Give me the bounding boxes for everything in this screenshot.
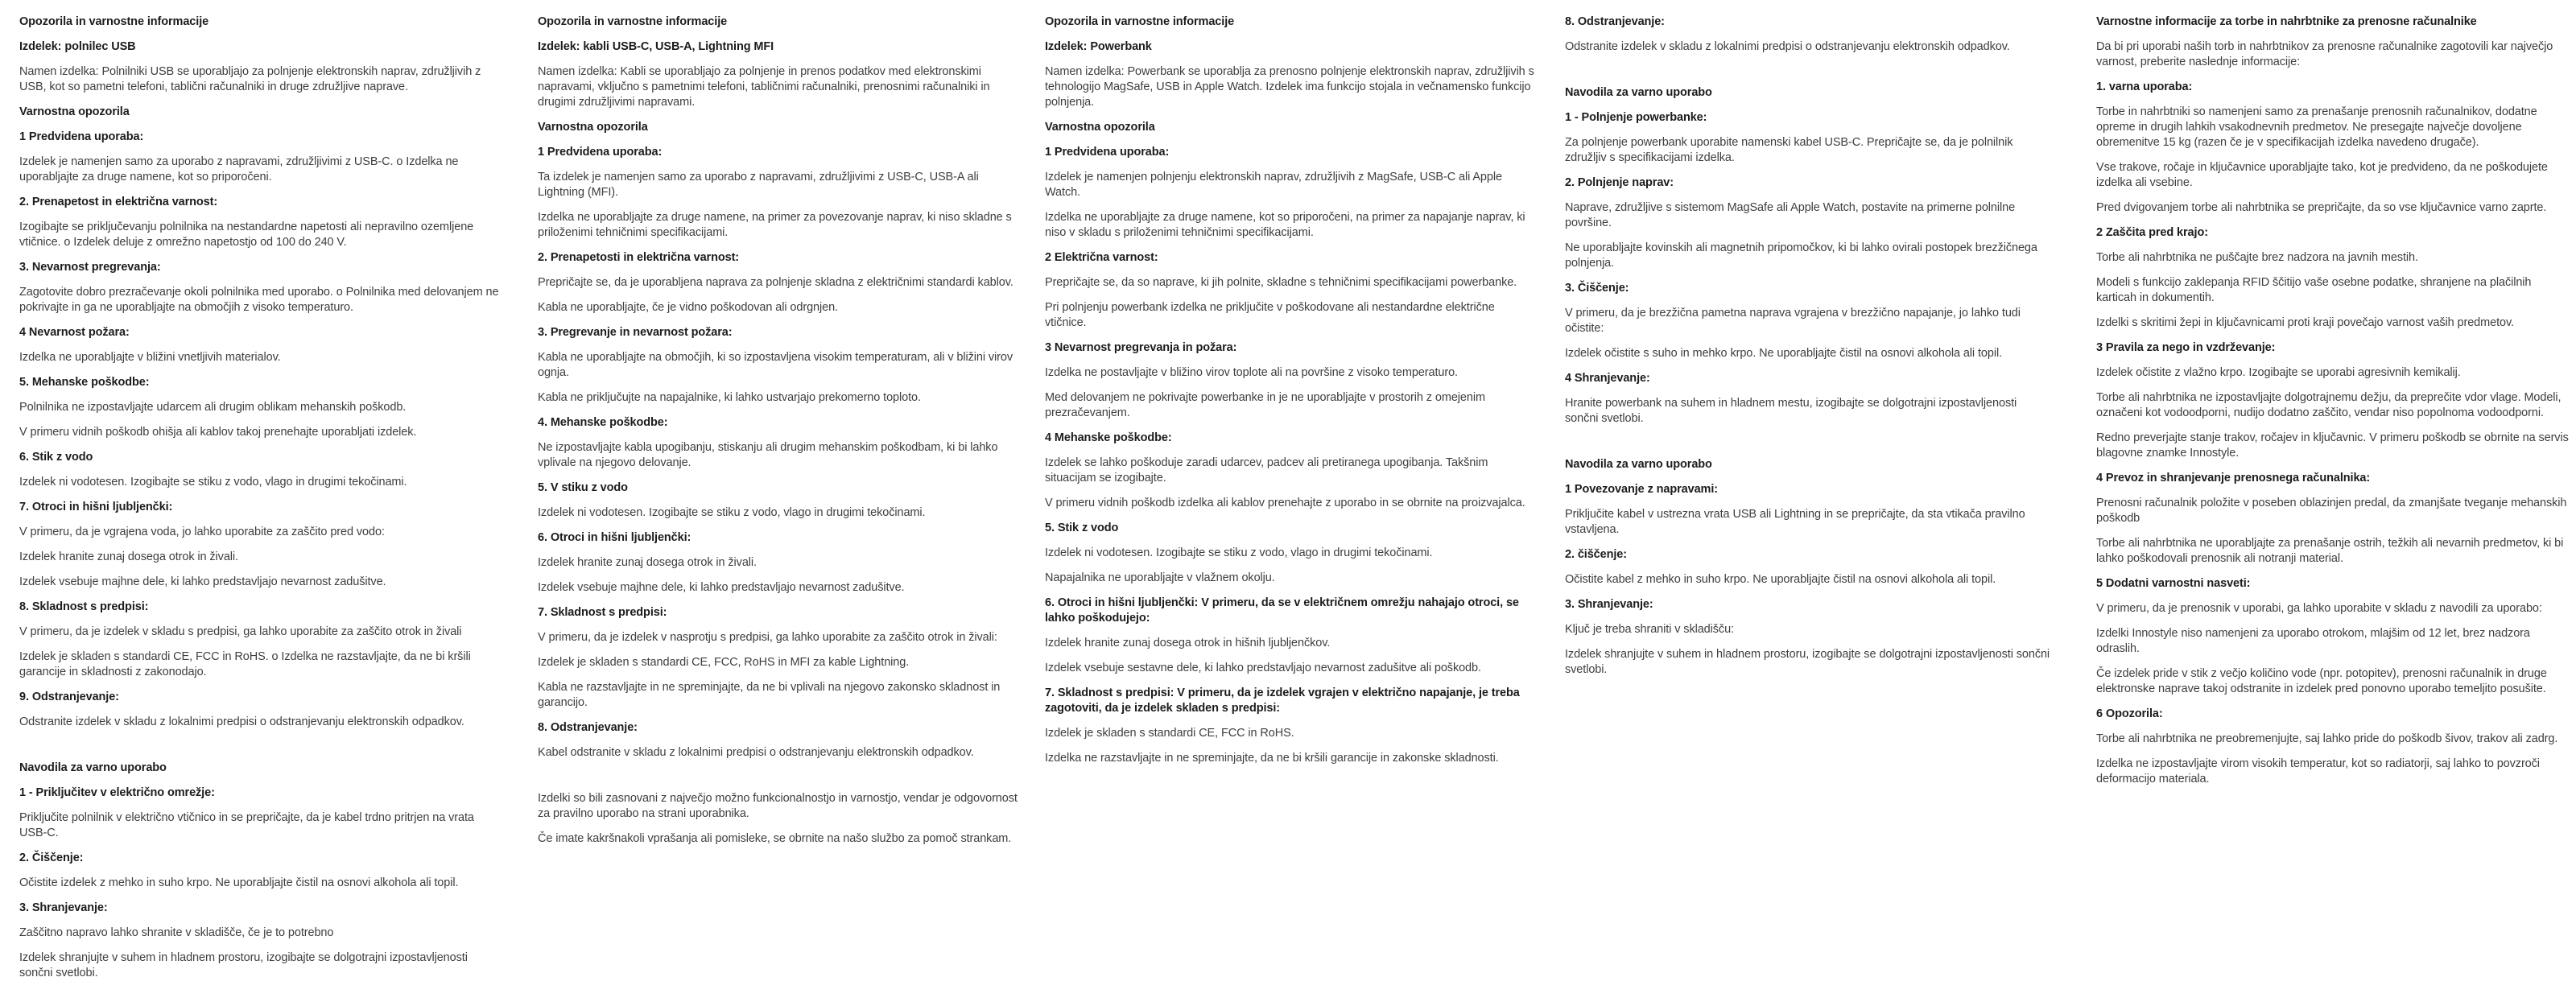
paragraph: Kabla ne uporabljajte na območjih, ki so izpostavljena visokim temperaturam, ali v bližini virov ognja. (538, 351, 1013, 379)
section-heading: 1 Predvidena uporaba: (19, 130, 144, 143)
paragraph: Vse trakove, ročaje in ključavnice uporabljajte tako, kot je predvideno, da ne poškodujete izdelka ali vsebine. (2096, 161, 2548, 189)
paragraph: Izdelek shranjujte v suhem in hladnem prostoru, izogibajte se dolgotrajni izpostavljenosti sončni svetlobi. (1565, 648, 2050, 676)
section-heading: 8. Odstranjevanje: (538, 721, 638, 734)
paragraph: Napajalnika ne uporabljajte v vlažnem okolju. (1045, 571, 1275, 584)
section-heading: Varnostna opozorila (1045, 121, 1155, 134)
paragraph: Redno preverjajte stanje trakov, ročajev in ključavnic. V primeru poškodb se obrnite na servis blagovne znamke Innostyle. (2096, 431, 2569, 460)
section-heading: Izdelek: polnilec USB (19, 40, 136, 53)
section-heading: 4 Shranjevanje: (1565, 372, 1650, 385)
section-heading: 7. Otroci in hišni ljubljenčki: (19, 501, 173, 513)
paragraph: Pred dvigovanjem torbe ali nahrbtnika se prepričajte, da so vse ključavnice varno zaprte. (2096, 201, 2547, 214)
paragraph: Priključite kabel v ustrezna vrata USB ali Lightning in se prepričajte, da sta vtikača pravilno vstavljena. (1565, 508, 2025, 536)
section-heading: 1 Povezovanje z napravami: (1565, 483, 1719, 496)
paragraph: Če izdelek pride v stik z večjo količino vode (npr. potopitev), prenosni računalnik in druge elektronske naprave takoj odstranite in izdelek pred ponovno uporabo temeljito posušite. (2096, 667, 2547, 695)
section-heading: 2 Električna varnost: (1045, 251, 1158, 264)
section-gap (1565, 64, 2053, 85)
paragraph: Izdelka ne izpostavljajte virom visokih temperatur, kot so radiatorji, saj lahko to povzroči deformacijo materiala. (2096, 757, 2540, 785)
section-heading: 2 Zaščita pred krajo: (2096, 226, 2208, 239)
section-heading: 2. čiščenje: (1565, 548, 1627, 561)
paragraph: Izdelek je skladen s standardi CE, FCC in RoHS. (1045, 727, 1294, 740)
paragraph: Izdelek očistite z vlažno krpo. Izogibajte se uporabi agresivnih kemikalij. (2096, 366, 2461, 379)
paragraph: Naprave, združljive s sistemom MagSafe ali Apple Watch, postavite na primerne polnilne površine. (1565, 201, 2016, 229)
paragraph: Ključ je treba shraniti v skladišču: (1565, 623, 1734, 636)
section-heading: 2. Prenapetosti in električna varnost: (538, 251, 740, 264)
section-heading: 5. V stiku z vodo (538, 481, 628, 494)
section-heading: 2. Polnjenje naprav: (1565, 176, 1674, 189)
paragraph: Izdelka ne razstavljajte in ne spreminjajte, da ne bi kršili garancije in zakonske skladnosti. (1045, 752, 1499, 765)
column-powerbank (1045, 14, 1538, 776)
paragraph: Izogibajte se priključevanju polnilnika na nestandardne napetosti ali nepravilno ozemljene vtičnice. o Izdelek deluje z omrežno napetostjo od 100 do 240 V. (19, 221, 474, 249)
paragraph: Očistite izdelek z mehko in suho krpo. Ne uporabljajte čistil na osnovi alkohola ali topil. (19, 876, 459, 889)
paragraph: Med delovanjem ne pokrivajte powerbanke in je ne uporabljajte v prostorih z omejenim prezračevanjem. (1045, 391, 1485, 419)
section-heading: 3. Pregrevanje in nevarnost požara: (538, 326, 733, 339)
paragraph: Izdelek ni vodotesen. Izogibajte se stiku z vodo, vlago in drugimi tekočinami. (1045, 546, 1433, 559)
paragraph: Izdelek hranite zunaj dosega otrok in živali. (19, 550, 238, 563)
section-heading: 3 Pravila za nego in vzdrževanje: (2096, 341, 2276, 354)
section-heading: 2. Čiščenje: (19, 851, 84, 864)
paragraph: Odstranite izdelek v skladu z lokalnimi predpisi o odstranjevanju elektronskih odpadkov. (19, 715, 464, 728)
section-heading: 1 - Priključitev v električno omrežje: (19, 786, 215, 799)
section-heading: 5. Stik z vodo (1045, 522, 1119, 534)
section-heading: Navodila za varno uporabo (1565, 458, 1712, 471)
section-heading: 7. Skladnost s predpisi: V primeru, da je izdelek vgrajen v električno napajanje, je treba zagotoviti, da je izdelek skladen s predpisi: (1045, 686, 1520, 715)
paragraph: Izdelki s skritimi žepi in ključavnicami proti kraji povečajo varnost vaših predmetov. (2096, 316, 2514, 329)
section-gap (538, 770, 1026, 791)
section-heading: Izdelek: Powerbank (1045, 40, 1152, 53)
column-powerbank-instructions (1565, 14, 2053, 687)
column-usb-charger (19, 14, 502, 991)
paragraph: Torbe ali nahrbtnika ne preobremenjujte, saj lahko pride do poškodb šivov, trakov ali zadrg. (2096, 732, 2558, 745)
section-gap (19, 740, 502, 761)
paragraph: V primeru, da je prenosnik v uporabi, ga lahko uporabite v skladu z navodili za uporabo: (2096, 602, 2542, 615)
paragraph: Prenosni računalnik položite v poseben oblazinjen predal, da zmanjšate tveganje mehanskih poškodb (2096, 497, 2567, 525)
section-heading: 6. Stik z vodo (19, 451, 93, 464)
section-heading: 5. Mehanske poškodbe: (19, 376, 150, 389)
section-heading: 4 Prevoz in shranjevanje prenosnega računalnika: (2096, 472, 2371, 484)
paragraph: Torbe in nahrbtniki so namenjeni samo za prenašanje prenosnih računalnikov, dodatne opreme in drugih lahkih vsakodnevnih predmetov. Ne presegajte največje dovoljene obremenitve 15 kg (razen če je v specifikacijah izdelka navedeno drugače). (2096, 105, 2537, 149)
section-heading: 9. Odstranjevanje: (19, 691, 119, 703)
section-heading: 3. Nevarnost pregrevanja: (19, 261, 161, 274)
paragraph: Torbe ali nahrbtnika ne puščajte brez nadzora na javnih mestih. (2096, 251, 2418, 264)
paragraph: V primeru, da je vgrajena voda, jo lahko uporabite za zaščito pred vodo: (19, 526, 385, 538)
paragraph: Izdelka ne uporabljajte za druge namene, kot so priporočeni, na primer za napajanje naprav, ki niso v skladu s priloženimi tehničnimi specifikacijami. (1045, 211, 1525, 239)
paragraph: Odstranite izdelek v skladu z lokalnimi predpisi o odstranjevanju elektronskih odpadkov. (1565, 40, 2010, 53)
column-laptop-bags (2096, 14, 2573, 797)
paragraph: Izdelka ne uporabljajte v bližini vnetljivih materialov. (19, 351, 281, 364)
paragraph: Torbe ali nahrbtnika ne uporabljajte za prenašanje ostrih, težkih ali nevarnih predmetov, ki bi lahko poškodovali prenosnik ali notranji material. (2096, 537, 2564, 565)
paragraph: Ta izdelek je namenjen samo za uporabo z napravami, združljivimi z USB-C, USB-A ali Lightning (MFI). (538, 171, 979, 199)
section-heading: 1 - Polnjenje powerbanke: (1565, 111, 1707, 124)
paragraph: Kabel odstranite v skladu z lokalnimi predpisi o odstranjevanju elektronskih odpadkov. (538, 746, 974, 759)
paragraph: Zaščitno napravo lahko shranite v skladišče, če je to potrebno (19, 926, 334, 939)
section-heading: 3 Nevarnost pregrevanja in požara: (1045, 341, 1237, 354)
paragraph: Kabla ne priključujte na napajalnike, ki lahko ustvarjajo prekomerno toploto. (538, 391, 921, 404)
paragraph: Namen izdelka: Powerbank se uporablja za prenosno polnjenje elektronskih naprav, združljivih s tehnologijo MagSafe, USB in Apple Watch. Izdelek ima funkcijo stojala in večnamensko funkcijo polnjenja. (1045, 65, 1534, 109)
paragraph: Izdelek je namenjen samo za uporabo z napravami, združljivimi z USB-C. o Izdelka ne uporabljajte za druge namene, kot so priporočeni. (19, 155, 459, 183)
section-heading: 2. Prenapetost in električna varnost: (19, 196, 218, 208)
section-heading: 4. Mehanske poškodbe: (538, 416, 668, 429)
paragraph: Namen izdelka: Kabli se uporabljajo za polnjenje in prenos podatkov med elektronskimi napravami, vključno s pametnimi telefoni, tabličnimi računalniki, prenosnimi računalniki in drugimi združljivimi napravami. (538, 65, 990, 109)
paragraph: Izdelek ni vodotesen. Izogibajte se stiku z vodo, vlago in drugimi tekočinami. (19, 476, 407, 489)
section-heading: 8. Skladnost s predpisi: (19, 600, 149, 613)
paragraph: Izdelka ne uporabljajte za druge namene, na primer za povezovanje naprav, ki niso skladne s priloženimi tehničnimi specifikacijami. (538, 211, 1012, 239)
paragraph: Pri polnjenju powerbank izdelka ne priključite v poškodovane ali nestandardne električne vtičnice. (1045, 301, 1495, 329)
paragraph: Če imate kakršnakoli vprašanja ali pomisleke, se obrnite na našo službo za pomoč strankam. (538, 832, 1012, 845)
section-heading: Opozorila in varnostne informacije (538, 15, 728, 28)
paragraph: Izdelek vsebuje majhne dele, ki lahko predstavljajo nevarnost zadušitve. (538, 581, 905, 594)
paragraph: Zagotovite dobro prezračevanje okoli polnilnika med uporabo. o Polnilnika med delovanjem ne pokrivajte in ga ne uporabljajte na območjih z visoko temperaturo. (19, 286, 499, 314)
paragraph: Hranite powerbank na suhem in hladnem mestu, izogibajte se dolgotrajni izpostavljenosti sončni svetlobi. (1565, 397, 2017, 425)
paragraph: Izdelek je skladen s standardi CE, FCC, RoHS in MFI za kable Lightning. (538, 656, 910, 669)
section-heading: 6 Opozorila: (2096, 707, 2163, 720)
section-heading: Opozorila in varnostne informacije (19, 15, 209, 28)
paragraph: Izdelek vsebuje sestavne dele, ki lahko predstavljajo nevarnost zadušitve ali poškodb. (1045, 662, 1481, 674)
section-heading: Navodila za varno uporabo (19, 761, 167, 774)
section-heading: Izdelek: kabli USB-C, USB-A, Lightning MFI (538, 40, 774, 53)
paragraph: Prepričajte se, da je uporabljena naprava za polnjenje skladna z električnimi standardi kablov. (538, 276, 1013, 289)
paragraph: V primeru vidnih poškodb izdelka ali kablov prenehajte z uporabo in se obrnite na proizvajalca. (1045, 497, 1525, 509)
paragraph: V primeru, da je izdelek v skladu s predpisi, ga lahko uporabite za zaščito otrok in živali (19, 625, 462, 638)
paragraph: V primeru vidnih poškodb ohišja ali kablov takoj prenehajte uporabljati izdelek. (19, 426, 417, 439)
paragraph: Za polnjenje powerbank uporabite namenski kabel USB-C. Prepričajte se, da je polnilnik združljiv s specifikacijami izdelka. (1565, 136, 2013, 164)
section-heading: Navodila za varno uporabo (1565, 86, 1712, 99)
column-cables (538, 14, 1026, 856)
paragraph: Očistite kabel z mehko in suho krpo. Ne uporabljajte čistil na osnovi alkohola ali topil. (1565, 573, 1996, 586)
paragraph: Ne uporabljajte kovinskih ali magnetnih pripomočkov, ki bi lahko ovirali postopek brezžičnega polnjenja. (1565, 241, 2037, 270)
paragraph: Kabla ne razstavljajte in ne spreminjajte, da ne bi vplivali na njegovo zakonsko skladnost in garancijo. (538, 681, 1001, 709)
section-heading: 3. Čiščenje: (1565, 282, 1629, 295)
paragraph: Izdelek je skladen s standardi CE, FCC in RoHS. o Izdelka ne razstavljajte, da ne bi kršili garancije in skladnosti z zakonodajo. (19, 650, 471, 678)
section-heading: 8. Odstranjevanje: (1565, 15, 1665, 28)
paragraph: Izdelek se lahko poškoduje zaradi udarcev, padcev ali pretiranega upogibanja. Takšnim situacijam se izogibajte. (1045, 456, 1488, 484)
paragraph: Polnilnika ne izpostavljajte udarcem ali drugim oblikam mehanskih poškodb. (19, 401, 407, 414)
paragraph: Namen izdelka: Polnilniki USB se uporabljajo za polnjenje elektronskih naprav, združljivih z USB, kot so pametni telefoni, tablični računalniki in druge združljive naprave. (19, 65, 481, 93)
section-heading: 4 Mehanske poškodbe: (1045, 431, 1172, 444)
paragraph: V primeru, da je brezžična pametna naprava vgrajena v brezžično napajanje, jo lahko tudi očistite: (1565, 307, 2021, 335)
section-heading: 7. Skladnost s predpisi: (538, 606, 667, 619)
paragraph: Modeli s funkcijo zaklepanja RFID ščitijo vaše osebne podatke, shranjene na plačilnih karticah in dokumentih. (2096, 276, 2532, 304)
section-heading: 1 Predvidena uporaba: (1045, 146, 1170, 159)
paragraph: Izdelek je namenjen polnjenju elektronskih naprav, združljivih z MagSafe, USB-C ali Apple Watch. (1045, 171, 1502, 199)
paragraph: Priključite polnilnik v električno vtičnico in se prepričajte, da je kabel trdno pritrjen na vrata USB-C. (19, 811, 474, 839)
paragraph: Izdelek shranjujte v suhem in hladnem prostoru, izogibajte se dolgotrajni izpostavljenosti sončni svetlobi. (19, 951, 468, 979)
paragraph: Izdelki Innostyle niso namenjeni za uporabo otrokom, mlajšim od 12 let, brez nadzora odraslih. (2096, 627, 2530, 655)
paragraph: Izdelki so bili zasnovani z največjo možno funkcionalnostjo in varnostjo, vendar je odgovornost za pravilno uporabo na strani uporabnika. (538, 792, 1018, 820)
section-heading: 4 Nevarnost požara: (19, 326, 130, 339)
section-heading: Varnostne informacije za torbe in nahrbtnike za prenosne računalnike (2096, 15, 2477, 28)
paragraph: Izdelek vsebuje majhne dele, ki lahko predstavljajo nevarnost zadušitve. (19, 575, 386, 588)
paragraph: Torbe ali nahrbtnika ne izpostavljajte dolgotrajnemu dežju, da preprečite vdor vlage. Modeli, označeni kot vodoodporni, nudijo dodatno zaščito, vendar niso popolnoma vodoodporni. (2096, 391, 2562, 419)
paragraph: Kabla ne uporabljajte, če je vidno poškodovan ali odrgnjen. (538, 301, 838, 314)
paragraph: Izdelka ne postavljajte v bližino virov toplote ali na površine z visoko temperaturo. (1045, 366, 1458, 379)
section-heading: 6. Otroci in hišni ljubljenčki: (538, 531, 691, 544)
section-heading: 3. Shranjevanje: (19, 901, 108, 914)
paragraph: Da bi pri uporabi naših torb in nahrbtnikov za prenosne računalnike zagotovili kar največjo varnost, preberite naslednje informacije: (2096, 40, 2553, 68)
paragraph: Ne izpostavljajte kabla upogibanju, stiskanju ali drugim mehanskim poškodbam, ki bi lahko vplivale na njegovo delovanje. (538, 441, 998, 469)
section-gap (1565, 436, 2053, 457)
section-heading: Varnostna opozorila (538, 121, 648, 134)
paragraph: Prepričajte se, da so naprave, ki jih polnite, skladne s tehničnimi specifikacijami powerbanke. (1045, 276, 1517, 289)
paragraph: Izdelek hranite zunaj dosega otrok in živali. (538, 556, 757, 569)
paragraph: Izdelek očistite s suho in mehko krpo. Ne uporabljajte čistil na osnovi alkohola ali topil. (1565, 347, 2002, 360)
section-heading: 5 Dodatni varnostni nasveti: (2096, 577, 2251, 590)
paragraph: V primeru, da je izdelek v nasprotju s predpisi, ga lahko uporabite za zaščito otrok in živali: (538, 631, 997, 644)
section-heading: 1 Predvidena uporaba: (538, 146, 663, 159)
section-heading: Opozorila in varnostne informacije (1045, 15, 1235, 28)
section-heading: 3. Shranjevanje: (1565, 598, 1653, 611)
section-heading: 6. Otroci in hišni ljubljenčki: V primeru, da se v električnem omrežju nahajajo otroci, se lahko poškodujejo: (1045, 596, 1519, 625)
section-heading: 1. varna uporaba: (2096, 80, 2193, 93)
section-heading: Varnostna opozorila (19, 105, 130, 118)
paragraph: Izdelek hranite zunaj dosega otrok in hišnih ljubljenčkov. (1045, 637, 1331, 649)
paragraph: Izdelek ni vodotesen. Izogibajte se stiku z vodo, vlago in drugimi tekočinami. (538, 506, 926, 519)
